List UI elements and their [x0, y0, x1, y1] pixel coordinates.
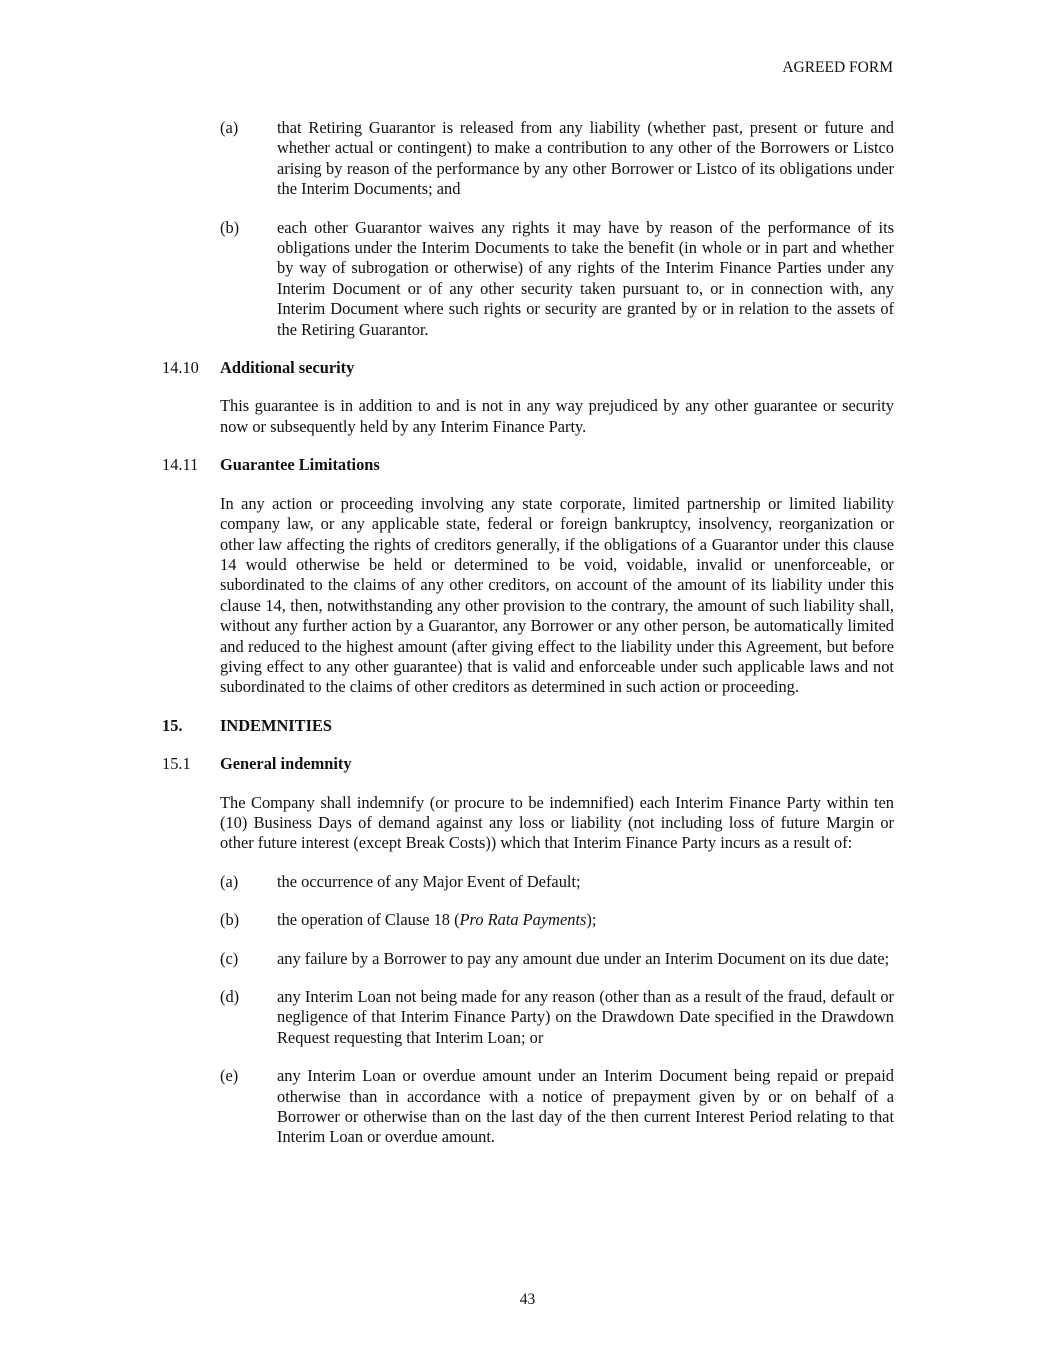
- item-text-pre: the operation of Clause 18 (: [277, 910, 460, 930]
- list-item: [220, 1066, 894, 1148]
- clause-heading-14-10: [162, 358, 894, 378]
- list-item: [220, 872, 894, 892]
- item-label: (c): [220, 948, 239, 968]
- item-text: each other Guarantor waives any rights it may have by reason of the performance of its obligations under the Interim Documents to take the benefit (in whole or in part and whether by way of subrogation or otherwise) of any rights of the Interim Finance Parties under any Interim Document or of any other security taken pursuant to, or in connection with, any Interim Document where such rights or security are granted by or in relation to the assets of the Retiring Guarantor.: [277, 217, 894, 339]
- item-text: [277, 910, 894, 930]
- section-heading-15: [162, 716, 894, 736]
- list-item: [220, 987, 894, 1048]
- item-label: (b): [220, 910, 240, 930]
- list-item: [220, 949, 894, 969]
- item-label: (d): [220, 987, 240, 1006]
- section-title: INDEMNITIES: [220, 715, 333, 735]
- document-body: [162, 118, 894, 1166]
- clause-title: General indemnity: [220, 754, 352, 774]
- list-item: [220, 118, 894, 200]
- item-label: (b): [220, 217, 240, 237]
- clause-body: This guarantee is in addition to and is not in any way prejudiced by any other guarantee or security now or subsequently held by any Interim Finance Party.: [220, 396, 894, 436]
- item-label: (a): [220, 871, 239, 891]
- clause-number: 14.10: [162, 358, 199, 378]
- item-text: that Retiring Guarantor is released from any liability (whether past, present or future and whether actual or contingent) to make a contribution to any other of the Borrowers or Listco arising by reason of the performance by any other Borrower or Listco of its obligations under the Interim Documents; and: [277, 118, 894, 199]
- item-label: (a): [220, 118, 239, 137]
- clause-heading-14-11: [162, 455, 894, 475]
- clause-title: Guarantee Limitations: [220, 455, 380, 475]
- clause-body: In any action or proceeding involving any state corporate, limited partnership or limited liability company law, or any applicable state, federal or foreign bankruptcy, insolvency, reorganization or other law affecting the rights of creditors generally, if the obligations of a Guarantor under this clause 14 would otherwise be held or determined to be void, voidable, invalid or unenforceable, or subordinated to the claims of any other creditors, on account of the amount of its liability under this clause 14, then, notwithstanding any other provision to the contrary, the amount of such liability shall, without any further action by a Guarantor, any Borrower or any other person, be automatically limited and reduced to the highest amount (after giving effect to the liability under this Agreement, but before giving effect to any other guarantee) that is valid and enforceable under such applicable laws and not subordinated to the claims of other creditors as determined in such action or proceeding.: [220, 493, 894, 697]
- list-item: [220, 910, 894, 930]
- item-text: any Interim Loan or overdue amount under an Interim Document being repaid or prepaid otherwise than in accordance with a notice of prepayment given by or on behalf of a Borrower or otherwise than on the last day of the then current Interest Period relating to that Interim Loan or overdue amount.: [277, 1066, 894, 1147]
- clause-number: 15.1: [162, 754, 191, 774]
- item-label: (e): [220, 1066, 239, 1086]
- clause-number: 14.11: [162, 455, 199, 475]
- page-number: 43: [519, 1291, 536, 1308]
- item-text: the occurrence of any Major Event of Default;: [277, 871, 581, 891]
- section-number: 15.: [162, 715, 183, 735]
- item-text: any Interim Loan not being made for any reason (other than as a result of the fraud, default or negligence of that Interim Finance Party) on the Drawdown Date specified in the Drawdown Request requesting that Interim Loan; or: [277, 987, 894, 1047]
- item-text: any failure by a Borrower to pay any amount due under an Interim Document on its due date;: [277, 948, 890, 968]
- list-item: [220, 218, 894, 340]
- clause-heading-15-1: [162, 754, 894, 774]
- clause-body: The Company shall indemnify (or procure to be indemnified) each Interim Finance Party within ten (10) Business Days of demand against any loss or liability (not including loss of future Margin or other future interest (except Break Costs)) which that Interim Finance Party incurs as a result of:: [220, 792, 894, 853]
- item-text-italic: Pro Rata Payments: [459, 910, 587, 930]
- item-text-post: );: [586, 910, 597, 930]
- clause-title: Additional security: [220, 358, 355, 378]
- page-header: AGREED FORM: [782, 59, 893, 76]
